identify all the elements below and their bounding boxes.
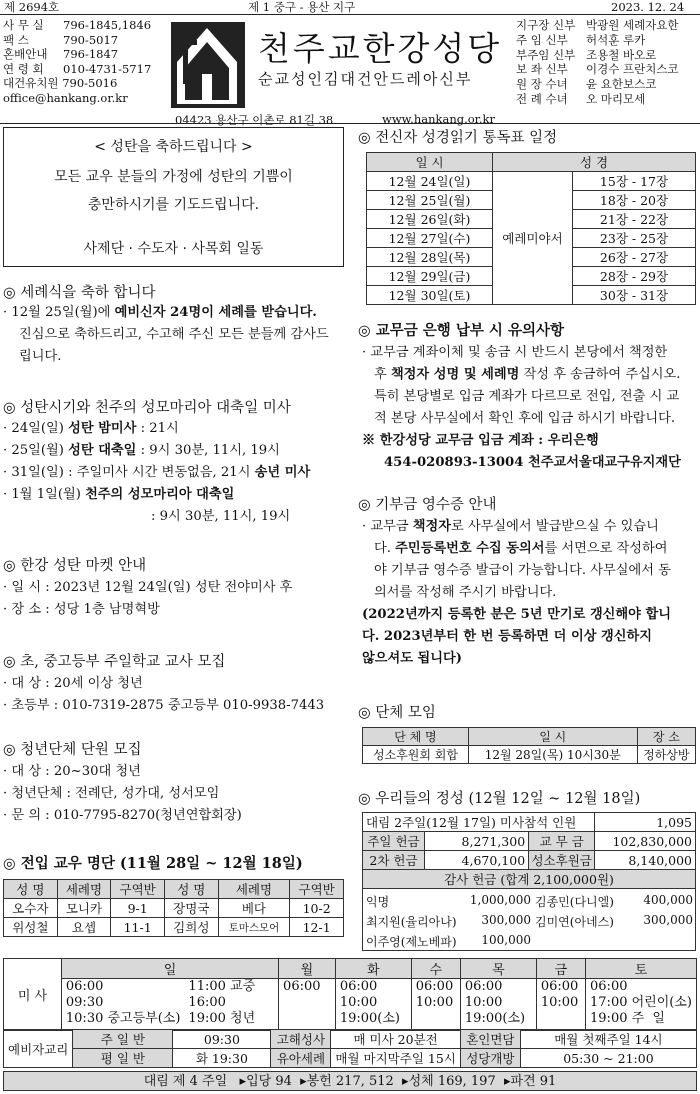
receipt-body (362, 516, 671, 670)
youth-body (3, 761, 242, 827)
teachers-body (3, 673, 324, 717)
contact-fax: 팩 스 790-5017 (3, 32, 119, 47)
section-title: ◎ 성탄시기와 천주의 성모마리아 대축일 미사 (3, 400, 291, 416)
donor-name: 이주영(제노베파) (366, 935, 457, 949)
section-title: ◎ 교무금 은행 납부 시 유의사항 (358, 322, 564, 339)
donor-name: 김미연(아네스) (535, 915, 614, 929)
body-line: 다. 주민등록번호 수집 동의서를 서면으로 작성하여 (374, 541, 668, 556)
parish-name: 천주교한강성당 (258, 29, 503, 68)
donor-amount: 300,000 (643, 913, 693, 927)
thanks-offering-list (362, 889, 696, 951)
section-title: ◎ 청년단체 단원 모집 (3, 742, 142, 758)
body-line: (2022년까지 등록한 분은 5년 만기로 갱신해야 합니 (362, 607, 671, 622)
table-row: 대림 2주일(12월 17일) 미사참석 인원 1,095 (363, 813, 696, 832)
clergy-row: 지구장 신부 박광원 세례자요한 (516, 18, 679, 32)
header-divider (0, 123, 700, 124)
table-row: 2차 헌금 4,670,100 성소후원금 8,140,000 (363, 851, 696, 870)
donor-name: 익명 (366, 895, 390, 909)
body-line: 다. 2023년부터 한 번 등록하면 더 이상 갱신하지 (362, 629, 652, 644)
church-logo-icon (171, 22, 245, 108)
greeting-text: 충만하시기를 기도드립니다. (87, 197, 260, 213)
body-line: 적 본당 사무실에서 확인 후에 입금 하시기 바랍니다. (374, 411, 676, 426)
table-header: 미 사 일 월 화 수 목 금 토 (4, 959, 697, 979)
body-line: · 24일(일) 성탄 밤미사 : 21시 (3, 421, 179, 436)
body-line: · 25일(월) 성탄 대축일 : 9시 30분, 11시, 19시 (3, 443, 280, 458)
bible-reading-table (366, 152, 696, 305)
body-line: 않으셔도 됩니다) (362, 651, 463, 666)
donor-amount: 400,000 (643, 893, 693, 907)
body-line: · 청년단체 : 전례단, 성가대, 성서모임 (3, 786, 220, 801)
bank-body (362, 342, 681, 474)
table-row: 12월 28일(목) 26장 - 27장 (367, 248, 696, 267)
donor-amount: 1,000,000 (469, 893, 531, 907)
body-line: · 초등부 : 010-7319-2875 중고등부 010-9938-7443 (3, 698, 325, 713)
section-title: ◎ 우리들의 정성 (12월 12일 ~ 12월 18일) (358, 791, 641, 807)
donor-name: 김종민(다니엘) (535, 895, 614, 909)
table-header: 감사 헌금 (합계 2,100,000원) (363, 870, 696, 889)
issue-bar (0, 0, 700, 15)
mass-schedule-table (3, 958, 697, 1031)
body-line: · 대 상 : 20세 이상 청년 (3, 676, 143, 691)
body-line: · 일 시 : 2023년 12월 24일(일) 성탄 전야미사 후 (3, 580, 293, 595)
body-line: · 1월 1일(월) 천주의 성모마리아 대축일 (3, 487, 235, 502)
bank-account: 454-020893-13004 천주교서울대교구유지재단 (384, 455, 681, 470)
body-line: 의서를 작성해 주시기 바랍니다. (374, 585, 557, 600)
table-row: 성소후원회 회합 12월 28일(목) 10시30분 정하상방 (363, 746, 696, 764)
table-row: 12월 29일(금) 28장 - 29장 (367, 267, 696, 286)
section-title: ◎ 단체 모임 (358, 705, 436, 721)
offering-table (362, 812, 696, 889)
website-link[interactable]: www.hankang.or.kr (382, 112, 496, 126)
masthead (0, 16, 700, 127)
contact-list (3, 18, 151, 106)
christmas-schedule (3, 418, 310, 528)
table-row: 오수자 모니카 9-1 장명국 베다 10-2 (4, 899, 344, 918)
sacrament-table (3, 1029, 697, 1068)
clergy-row: 원 장 수녀 윤 요한보스코 (516, 77, 657, 92)
section-title: ◎ 전신자 성경읽기 통독표 일정 (358, 130, 558, 146)
clergy-row: 전 례 수녀 오 마리모세 (516, 91, 646, 106)
section-title: ◎ 전입 교우 명단 (11월 28일 ~ 12월 18일) (3, 855, 303, 872)
mass-label: 미 사 (4, 959, 62, 1031)
donor-name: 최지원(율리아나) (366, 915, 457, 929)
body-line: · 교무금 계좌이체 및 송금 시 반드시 본당에서 책정한 (362, 345, 668, 360)
issue-date: 2023. 12. 24 (611, 0, 685, 14)
body-line: · 문 의 : 010-7795-8270(청년연합회장) (3, 808, 242, 823)
table-row: 12월 26일(화) 21장 - 22장 (367, 210, 696, 229)
district: 제 1 중구 - 용산 지구 (248, 0, 356, 14)
body-line: · 12월 25일(월)에 예비신자 24명이 세례를 받습니다. (3, 305, 317, 320)
table-row: 12월 27일(수) 23장 - 25장 (367, 229, 696, 248)
table-row: 주일 헌금 8,271,300 교 무 금 102,830,000 (363, 832, 696, 851)
contact-email[interactable]: office@hankang.or.kr (3, 90, 128, 105)
body-line: · 대 상 : 20~30대 청년 (3, 764, 141, 779)
section-title: ◎ 기부금 영수증 안내 (358, 497, 497, 513)
body-line: · 31일(일) : 주일미사 시간 변동없음, 21시 송년 미사 (3, 465, 311, 480)
section-title: ◎ 초, 중고등부 주일학교 교사 모집 (3, 654, 226, 670)
groups-table (362, 727, 696, 764)
table-header: 단 체 명 일 시 장 소 (363, 728, 696, 746)
market-body (3, 577, 292, 621)
greeting-text: 모든 교우 분들의 가정에 성탄의 기쁨이 (54, 169, 293, 185)
table-row: 12월 30일(토) 30장 - 31장 (367, 286, 696, 305)
section-title: ◎ 한강 성탄 마켓 안내 (3, 558, 147, 574)
table-row: 12월 25일(월) 18장 - 20장 (367, 191, 696, 210)
table-row: 위성철 요셉 11-1 김희성 토마스모어 12-1 (4, 918, 344, 937)
christmas-greeting-box (3, 127, 344, 267)
address: 04423 용산구 이촌로 81길 38 (175, 113, 334, 127)
body-line: · 장 소 : 성당 1층 남명혁방 (3, 602, 160, 617)
contact-marriage: 혼배안내 796-1847 (3, 47, 119, 62)
section-title: ◎ 세례식을 축하 합니다 (3, 285, 156, 301)
body-line: ※ 한강성당 교무금 입금 계좌 : 우리은행 (362, 433, 599, 448)
newcomers-table (3, 879, 344, 937)
donor-amount: 300,000 (481, 913, 531, 927)
clergy-row: 보 좌 신부 이경수 프란치스코 (516, 62, 679, 77)
bible-book: 예레미야서 (493, 172, 573, 305)
table-header: 일 시 성 경 (367, 153, 696, 172)
body-line: 후 책정자 성명 및 세례명 작성 후 송금하여 주십시오. (374, 367, 681, 382)
greeting-signature: 사제단 · 수도자 · 사목회 일동 (83, 241, 264, 257)
body-line: 야 기부금 영수증 발급이 가능합니다. 사무실에서 동 (374, 563, 671, 578)
table-row: 예비자교리 주 일 반 09:30 고해성사 매 미사 20분전 혼인면담 매월 첫째주일 14시 (4, 1030, 697, 1049)
body-line: · 교무금 책정자로 사무실에서 발급받으실 수 있습니 (362, 519, 659, 534)
body-line: : 9시 30분, 11시, 19시 (151, 509, 291, 524)
contact-office: 사 무 실 796-1845,1846 (3, 18, 152, 32)
issue-number: 제 2694호 (4, 0, 60, 14)
table-row: 06:00 09:30 10:30 중고등부(소) 11:00 교중 16:00 19:00 청년 06:00 06:00 10:00 19:00(소) 06:00 10:00 06:00 10:00 19:00(소) 06:00 10:00 06:00 17:00 어린이(소) 19:00 주 일 (4, 979, 697, 1031)
body-line: 립니다. (19, 349, 62, 364)
table-row: 12월 24일(일) 예레미야서 15장 - 17장 (367, 172, 696, 191)
body-line: 진심으로 축하드리고, 수고해 주신 모든 분들께 감사드 (19, 327, 329, 342)
greeting-heading: < 성탄을 축하드립니다 > (94, 139, 253, 155)
clergy-row: 부주임 신부 조용철 바오로 (516, 47, 657, 62)
contact-funeral: 연 령 회 010-4731-5717 (3, 61, 152, 76)
patron-saint: 순교성인김대건안드레아신부 (258, 70, 473, 88)
donor-amount: 100,000 (481, 933, 531, 947)
liturgy-hymn-footer: 대림 제 4 주일 ▸입당 94 ▸봉헌 217, 512 ▸성체 169, 197 ▸파견 91 (3, 1071, 697, 1091)
clergy-list (516, 18, 679, 107)
baptism-body (3, 302, 329, 368)
body-line: 특히 본당별로 입금 계좌가 다르므로 전입, 전출 시 교 (374, 389, 680, 404)
contact-kindergarten: 대건유치원 790-5016 (3, 76, 118, 91)
table-header: 성 명 세례명 구역반 성 명 세례명 구역반 (4, 880, 344, 899)
clergy-row: 주 임 신부 허석훈 루카 (516, 32, 646, 47)
table-row: 평 일 반 화 19:30 유아세례 매월 마지막주일 15시 성당개방 05:30 ~ 21:00 (4, 1049, 697, 1068)
